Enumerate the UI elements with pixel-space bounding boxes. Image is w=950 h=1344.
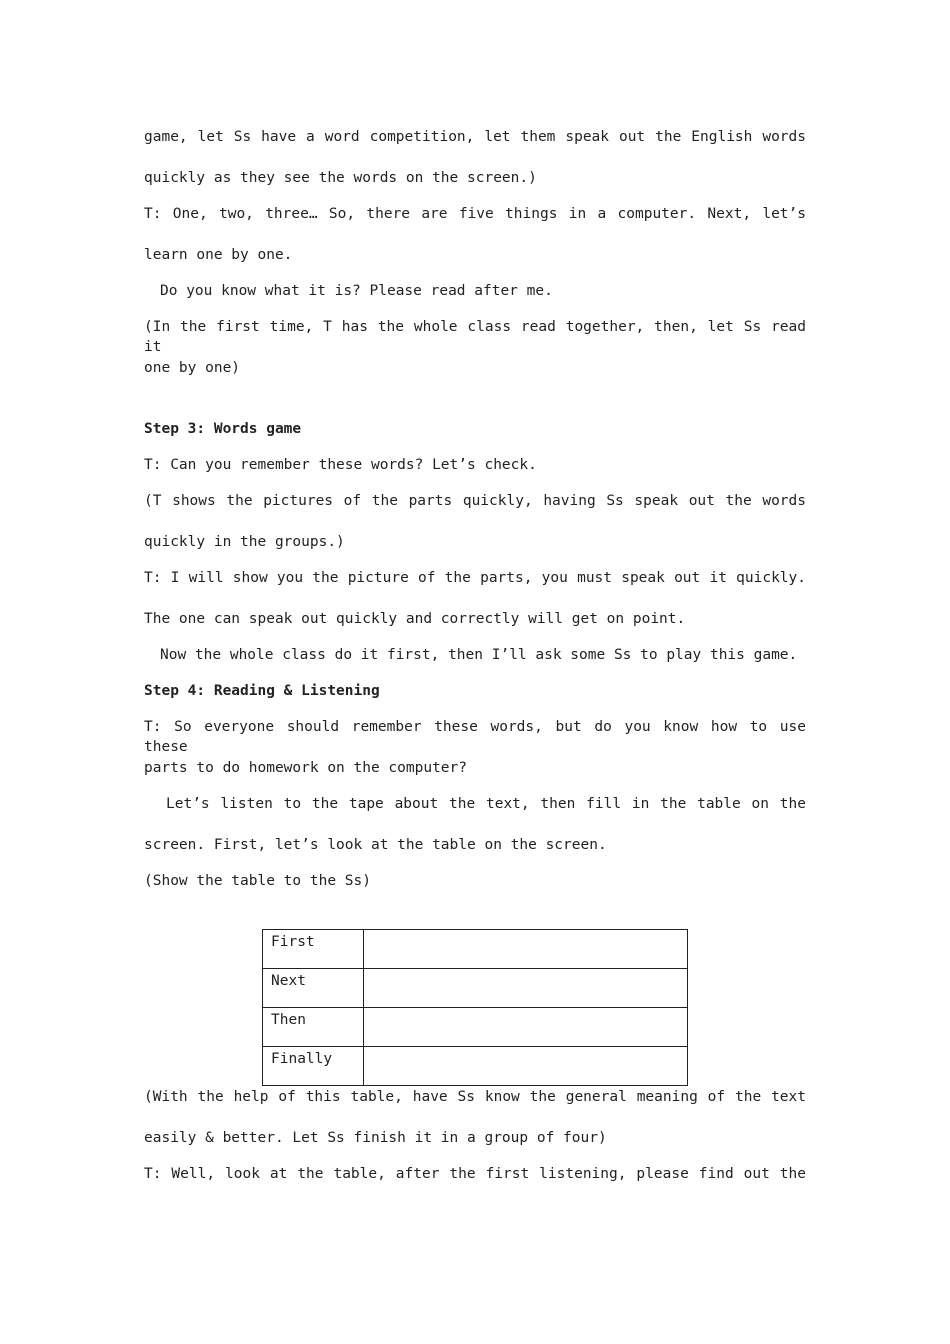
paragraph-line: (With the help of this table, have Ss know the general meaning of the text xyxy=(144,1089,806,1105)
paragraph-line: (In the first time, T has the whole class read together, then, let Ss read it xyxy=(144,319,806,355)
paragraph-line: T: So everyone should remember these words, but do you know how to use these xyxy=(144,719,806,755)
paragraph-line: learn one by one. xyxy=(144,247,293,263)
paragraph-line: game, let Ss have a word competition, let them speak out the English words xyxy=(144,129,806,145)
table-cell-label: Next xyxy=(263,969,364,1008)
table-row xyxy=(263,930,688,969)
table-cell-label: First xyxy=(263,930,364,969)
paragraph-line: T: Well, look at the table, after the first listening, please find out the xyxy=(144,1166,806,1182)
table-cell-value xyxy=(364,1008,688,1047)
paragraph-line: one by one) xyxy=(144,360,241,376)
paragraph-line: quickly as they see the words on the screen.) xyxy=(144,170,537,186)
paragraph-line: easily & better. Let Ss finish it in a group of four) xyxy=(144,1130,607,1146)
table-cell-value xyxy=(364,1047,688,1086)
table-cell-value xyxy=(364,969,688,1008)
paragraph-line: (Show the table to the Ss) xyxy=(144,873,371,889)
sequence-table xyxy=(262,929,688,1086)
paragraph-line: T: One, two, three… So, there are five things in a computer. Next, let’s xyxy=(144,206,806,222)
paragraph-line: T: Can you remember these words? Let’s check. xyxy=(144,457,537,473)
step-4-heading: Step 4: Reading & Listening xyxy=(144,683,380,699)
table-row xyxy=(263,1008,688,1047)
table-cell-label: Then xyxy=(263,1008,364,1047)
table-cell-label: Finally xyxy=(263,1047,364,1086)
table-row xyxy=(263,969,688,1008)
paragraph-line: screen. First, let’s look at the table on the screen. xyxy=(144,837,607,853)
paragraph-line: T: I will show you the picture of the parts, you must speak out it quickly. xyxy=(144,570,806,586)
paragraph-line: The one can speak out quickly and correctly will get on point. xyxy=(144,611,686,627)
paragraph-line: Now the whole class do it first, then I’ll ask some Ss to play this game. xyxy=(160,647,798,663)
paragraph-line: Let’s listen to the tape about the text, then fill in the table on the xyxy=(166,796,806,812)
step-3-heading: Step 3: Words game xyxy=(144,421,302,437)
paragraph-line: (T shows the pictures of the parts quickly, having Ss speak out the words xyxy=(144,493,806,509)
paragraph-line: Do you know what it is? Please read after me. xyxy=(160,283,553,299)
paragraph-line: parts to do homework on the computer? xyxy=(144,760,468,776)
table-row xyxy=(263,1047,688,1086)
paragraph-line: quickly in the groups.) xyxy=(144,534,345,550)
table-cell-value xyxy=(364,930,688,969)
